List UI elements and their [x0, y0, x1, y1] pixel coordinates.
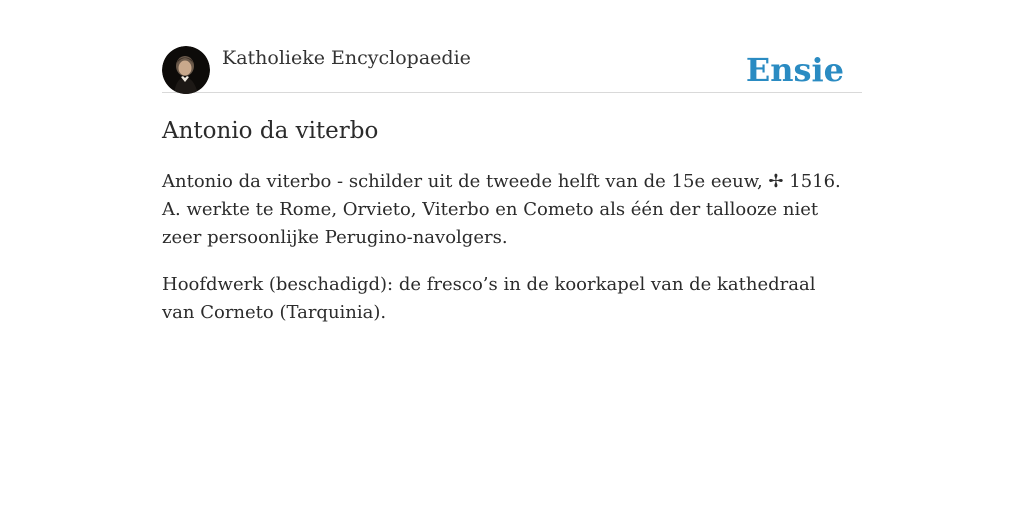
site-name-link[interactable]: Katholieke Encyclopaedie — [222, 47, 471, 69]
article-paragraph: Hoofdwerk (beschadigd): de fresco’s in de koorkapel van de kathedraal van Corneto (Tarquinia). — [162, 274, 816, 323]
site-header — [162, 46, 862, 93]
page-title: Antonio da viterbo — [162, 118, 379, 144]
article-paragraph: Antonio da viterbo - schilder uit de tweede helft van de 15e eeuw, ✢ 1516. A. werkte te Rome, Orvieto, Viterbo en Cometo als één der tallooze niet zeer persoonlijke Perugino-navolgers. — [162, 171, 841, 248]
ensie-logo-link[interactable]: Ensie — [745, 51, 844, 89]
article-body — [162, 168, 852, 346]
portrait-avatar-icon[interactable] — [162, 46, 210, 94]
page-container — [162, 0, 862, 512]
